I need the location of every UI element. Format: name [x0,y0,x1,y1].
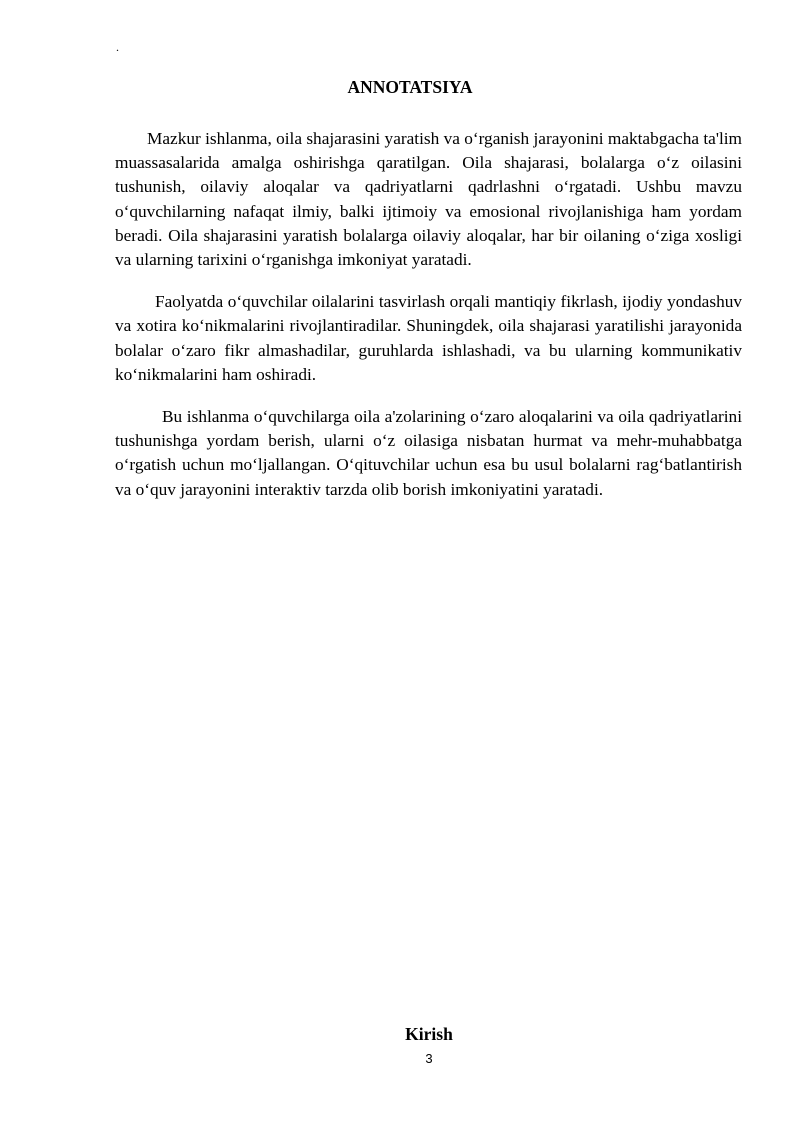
paragraph-2: Faolyatda o‘quvchilar oilalarini tasvirlash orqali mantiqiy fikrlash, ijodiy yondashuv va xotira ko‘nikmalarini rivojlantiradilar. Shuningdek, oila shajarasi yaratilishi jarayonida bolalar o‘zaro fikr almashadilar, guruhlarda ishlashadi, va bu ularning kommunikativ ko‘nikmalarini ham oshiradi. [115,292,742,384]
corner-mark: . [116,40,119,54]
section-heading-kirish: Kirish [405,1024,453,1044]
annotation-body [115,127,742,520]
paragraph-1: Mazkur ishlanma, oila shajarasini yaratish va o‘rganish jarayonini maktabgacha ta'lim muassasalarida amalga oshirishga qaratilgan. Oila shajarasi, bolalarga o‘z oilasini tushunish, oilaviy aloqalar va qadriyatlarni qadrlashni o‘rgatadi. Ushbu mavzu o‘quvchilarning nafaqat ilmiy, balki ijtimoiy va emosional rivojlanishiga ham yordam beradi. Oila shajarasini yaratish bolalarga oilaviy aloqalar, har bir oilaning o‘ziga xosligi va ularning tarixini o‘rganishga imkoniyat yaratadi. [115,129,742,270]
page-number: 3 [425,1051,433,1066]
paragraph-3: Bu ishlanma o‘quvchilarga oila a'zolarining o‘zaro aloqalarini va oila qadriyatlarini tushunishga yordam berish, ularni o‘z oilasiga nisbatan hurmat va mehr-muhabbatga o‘rgatish uchun mo‘ljallangan. O‘qituvchilar uchun esa bu usul bolalarni rag‘batlantirish va o‘quv jarayonini interaktiv tarzda olib borish imkoniyatini yaratadi. [115,407,742,499]
page-title: ANNOTATSIYA [347,77,473,97]
